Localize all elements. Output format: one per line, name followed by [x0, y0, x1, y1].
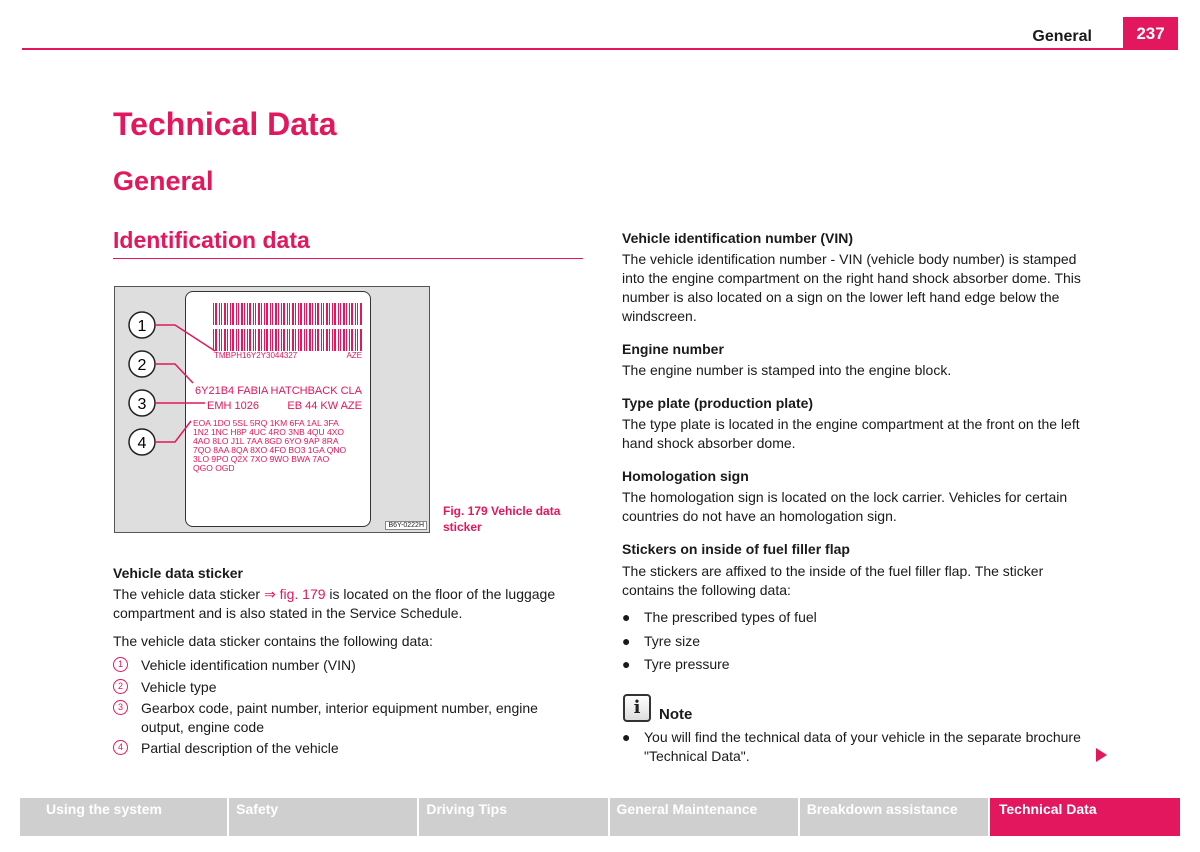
- callout-2-label: 2: [137, 357, 147, 374]
- number-badge: 3: [113, 700, 128, 715]
- barcode-bar: [232, 329, 234, 351]
- sticker-paragraph-end: is located on the floor of the luggage compartment and is also stated in the Service Schedule.: [113, 586, 556, 621]
- barcode-bar: [332, 329, 333, 351]
- section-rule: [113, 258, 583, 259]
- barcode-bar: [309, 329, 311, 351]
- barcode-bar: [230, 303, 231, 325]
- sticker-engine-top: AZE: [346, 351, 362, 360]
- barcode-bar: [340, 303, 341, 325]
- header-rule: [22, 48, 1178, 50]
- list-item-text: Vehicle type: [141, 679, 217, 695]
- barcode-bar: [261, 303, 262, 325]
- barcode-bar: [236, 303, 237, 325]
- list-item: [113, 678, 573, 697]
- barcode-bottom: [213, 329, 362, 351]
- barcode-bar: [221, 303, 222, 325]
- barcode-bar: [317, 303, 319, 325]
- engine-number-text: The engine number is stamped into the engine block.: [622, 362, 952, 378]
- barcode-bar: [298, 329, 299, 351]
- callout-1-label: 1: [137, 318, 147, 335]
- barcode-bar: [249, 329, 251, 351]
- list-item: [622, 632, 700, 651]
- note-text: You will find the technical data of your vehicle in the separate brochure "Technical Data".: [644, 729, 1081, 764]
- list-item-text: Gearbox code, paint number, interior equipment number, engine output, engine code: [141, 700, 538, 735]
- tab-safety[interactable]: Safety: [229, 798, 417, 836]
- barcode-bar: [287, 303, 288, 325]
- barcode-bar: [346, 329, 347, 351]
- barcode-bar: [338, 303, 339, 325]
- barcode-bar: [315, 329, 316, 351]
- barcode-bar: [258, 303, 260, 325]
- sticker-pr-line: 3LO 9PO Q2X 7XO 9WO BWA 7AO: [193, 454, 330, 464]
- barcode-bar: [340, 329, 341, 351]
- list-item-text: Partial description of the vehicle: [141, 740, 339, 756]
- next-page-arrow-icon[interactable]: [1096, 748, 1107, 762]
- barcode-bar: [349, 303, 350, 325]
- barcode-bar: [321, 303, 322, 325]
- number-badge: 1: [113, 657, 128, 672]
- barcode-bar: [349, 329, 350, 351]
- tab-technical-data[interactable]: Technical Data: [990, 798, 1180, 836]
- barcode-bar: [253, 329, 254, 351]
- barcode-bar: [321, 329, 322, 351]
- sticker-vin: TMBPH16Y2Y3044327: [214, 351, 298, 360]
- number-badge: 2: [113, 679, 128, 694]
- figure-code: B6Y-0222H: [385, 521, 427, 530]
- barcode-bar: [219, 329, 220, 351]
- tab-driving-tips[interactable]: Driving Tips: [419, 798, 607, 836]
- fig-179-link[interactable]: ⇒ fig. 179: [263, 586, 326, 602]
- note-title: Note: [659, 706, 693, 723]
- barcode-bar: [230, 329, 231, 351]
- barcode-bar: [236, 329, 237, 351]
- section-title: Identification data: [113, 227, 310, 253]
- barcode-bar: [272, 329, 273, 351]
- tab-general-maintenance[interactable]: General Maintenance: [610, 798, 798, 836]
- note-item: [622, 728, 1097, 766]
- tab-breakdown-assistance[interactable]: Breakdown assistance: [800, 798, 988, 836]
- barcode-bar: [355, 329, 356, 351]
- barcode-top: [213, 303, 362, 325]
- barcode-bar: [275, 303, 277, 325]
- chapter-nav: [20, 798, 1180, 836]
- barcode-bar: [292, 329, 294, 351]
- barcode-bar: [278, 303, 279, 325]
- sticker-paint-right: EB 44 KW AZE: [287, 400, 362, 412]
- barcode-bar: [232, 303, 234, 325]
- list-item-text: Vehicle identification number (VIN): [141, 657, 356, 673]
- barcode-bar: [289, 329, 290, 351]
- barcode-bar: [213, 303, 214, 325]
- barcode-bar: [227, 303, 228, 325]
- type-plate-text: The type plate is located in the engine compartment at the front on the left hand shock absorber dome.: [622, 416, 1080, 451]
- barcode-bar: [270, 329, 271, 351]
- barcode-bar: [219, 303, 220, 325]
- barcode-bar: [253, 303, 254, 325]
- barcode-bar: [266, 329, 268, 351]
- engine-number-heading: Engine number: [622, 341, 724, 357]
- page-title: Technical Data: [113, 106, 337, 142]
- callout-4-label: 4: [137, 435, 147, 452]
- info-icon: i: [623, 694, 651, 722]
- barcode-bar: [326, 303, 328, 325]
- bullet-icon: ●: [622, 729, 631, 745]
- barcode-bar: [323, 303, 324, 325]
- barcode-bar: [343, 329, 345, 351]
- sticker-paragraph: [113, 585, 583, 623]
- barcode-bar: [241, 329, 243, 351]
- barcode-bar: [334, 329, 336, 351]
- barcode-bar: [334, 303, 336, 325]
- list-item-text: Tyre pressure: [644, 656, 730, 672]
- barcode-bar: [338, 329, 339, 351]
- barcode-bar: [304, 329, 305, 351]
- barcode-bar: [312, 329, 313, 351]
- page-number: 237: [1123, 17, 1178, 50]
- barcode-bar: [306, 303, 307, 325]
- vin-heading: Vehicle identification number (VIN): [622, 230, 854, 246]
- type-plate-heading: Type plate (production plate): [622, 395, 814, 411]
- barcode-bar: [281, 303, 282, 325]
- barcode-bar: [264, 329, 265, 351]
- barcode-bar: [357, 329, 358, 351]
- barcode-bar: [238, 329, 239, 351]
- sticker-pr-line: 7QO 8AA 8QA 8XO 4FO BO3 1GA QNO: [193, 445, 347, 455]
- barcode-bar: [249, 303, 251, 325]
- barcode-bar: [264, 303, 265, 325]
- fuel-flap-heading: Stickers on inside of fuel filler flap: [622, 541, 850, 557]
- sticker-paragraph-start: The vehicle data sticker: [113, 586, 264, 602]
- sticker-type-left: 6Y21B4 FABIA: [195, 385, 269, 397]
- barcode-bar: [270, 303, 271, 325]
- fuel-flap-text: The stickers are affixed to the inside of the fuel filler flap. The sticker contains the following data:: [622, 563, 1044, 598]
- barcode-bar: [357, 303, 358, 325]
- barcode-bar: [261, 329, 262, 351]
- callout-1: [129, 312, 215, 351]
- barcode-bar: [355, 303, 356, 325]
- header-section-title: General: [1032, 28, 1092, 45]
- list-item-text: Tyre size: [644, 633, 701, 649]
- barcode-bar: [312, 303, 313, 325]
- barcode-bar: [351, 329, 353, 351]
- callout-4: [129, 421, 191, 455]
- barcode-bar: [255, 303, 256, 325]
- list-item: [113, 739, 573, 758]
- barcode-bar: [215, 329, 217, 351]
- barcode-bar: [213, 329, 214, 351]
- barcode-bar: [332, 303, 333, 325]
- list-item: [113, 699, 573, 737]
- homologation-text: The homologation sign is located on the lock carrier. Vehicles for certain countries do not have an homologation sign.: [622, 489, 1068, 524]
- barcode-bar: [360, 303, 362, 325]
- barcode-bar: [258, 329, 260, 351]
- barcode-bar: [300, 329, 302, 351]
- barcode-bar: [278, 329, 279, 351]
- list-item-text: The prescribed types of fuel: [644, 609, 817, 625]
- bullet-icon: ●: [622, 609, 631, 625]
- barcode-bar: [298, 303, 299, 325]
- barcode-bar: [272, 303, 273, 325]
- callout-2: [129, 351, 193, 383]
- list-item: [622, 608, 817, 627]
- barcode-bar: [281, 329, 282, 351]
- barcode-bar: [295, 329, 296, 351]
- barcode-bar: [309, 303, 311, 325]
- vin-text: The vehicle identification number - VIN (vehicle body number) is stamped into the engine compartment on the right hand shock absorber dome. This number is also located on a sign on the lower left hand edge below the windscreen.: [622, 251, 1081, 324]
- barcode-bar: [326, 329, 328, 351]
- list-item: [113, 656, 573, 675]
- barcode-bar: [224, 303, 226, 325]
- barcode-bar: [292, 303, 294, 325]
- barcode-bar: [346, 303, 347, 325]
- vehicle-data-sticker-heading: Vehicle data sticker: [113, 565, 243, 581]
- barcode-bar: [283, 303, 285, 325]
- figure-drawing: [115, 287, 431, 534]
- barcode-bar: [275, 329, 277, 351]
- barcode-bar: [227, 329, 228, 351]
- barcode-bar: [317, 329, 319, 351]
- callout-3: [129, 390, 205, 416]
- barcode-bar: [247, 329, 248, 351]
- sticker-pr-line: 1N2 1NC H8P 4UC 4RO 3NB 4QU 4XO: [193, 427, 345, 437]
- barcode-bar: [215, 303, 217, 325]
- bullet-icon: ●: [622, 656, 631, 672]
- sticker-contents-intro: The vehicle data sticker contains the following data:: [113, 633, 433, 649]
- sticker-pr-line: EOA 1DO 5SL 5RQ 1KM 6FA 1AL 3FA: [193, 418, 339, 428]
- barcode-bar: [300, 303, 302, 325]
- barcode-bar: [244, 303, 245, 325]
- sticker-type-right: HATCHBACK CLA: [270, 385, 362, 397]
- figure-caption: Fig. 179 Vehicle data sticker: [443, 504, 561, 534]
- barcode-bar: [283, 329, 285, 351]
- vehicle-data-sticker-figure: [114, 286, 430, 533]
- sticker-pr-line: 4AO 8LO J1L 7AA 8GD 6YO 9AP 8RA: [193, 436, 339, 446]
- callout-3-label: 3: [137, 396, 147, 413]
- barcode-bar: [247, 303, 248, 325]
- barcode-bar: [287, 329, 288, 351]
- barcode-bar: [224, 329, 226, 351]
- barcode-bar: [295, 303, 296, 325]
- barcode-bar: [306, 329, 307, 351]
- barcode-bar: [304, 303, 305, 325]
- barcode-bar: [343, 303, 345, 325]
- barcode-bar: [351, 303, 353, 325]
- list-item: [622, 655, 730, 674]
- barcode-bar: [255, 329, 256, 351]
- barcode-bar: [329, 329, 330, 351]
- page-subtitle: General: [113, 166, 214, 196]
- barcode-bar: [329, 303, 330, 325]
- barcode-bar: [315, 303, 316, 325]
- number-badge: 4: [113, 740, 128, 755]
- barcode-bar: [221, 329, 222, 351]
- tab-using-the-system[interactable]: Using the system: [20, 798, 227, 836]
- barcode-bar: [238, 303, 239, 325]
- barcode-bar: [241, 303, 243, 325]
- barcode-bar: [266, 303, 268, 325]
- sticker-paint-left: EMH 1026: [207, 400, 259, 412]
- barcode-bar: [289, 303, 290, 325]
- barcode-bar: [244, 329, 245, 351]
- barcode-bar: [360, 329, 362, 351]
- barcode-bar: [323, 329, 324, 351]
- bullet-icon: ●: [622, 633, 631, 649]
- homologation-heading: Homologation sign: [622, 468, 749, 484]
- sticker-pr-line: QGO OGD: [193, 463, 235, 473]
